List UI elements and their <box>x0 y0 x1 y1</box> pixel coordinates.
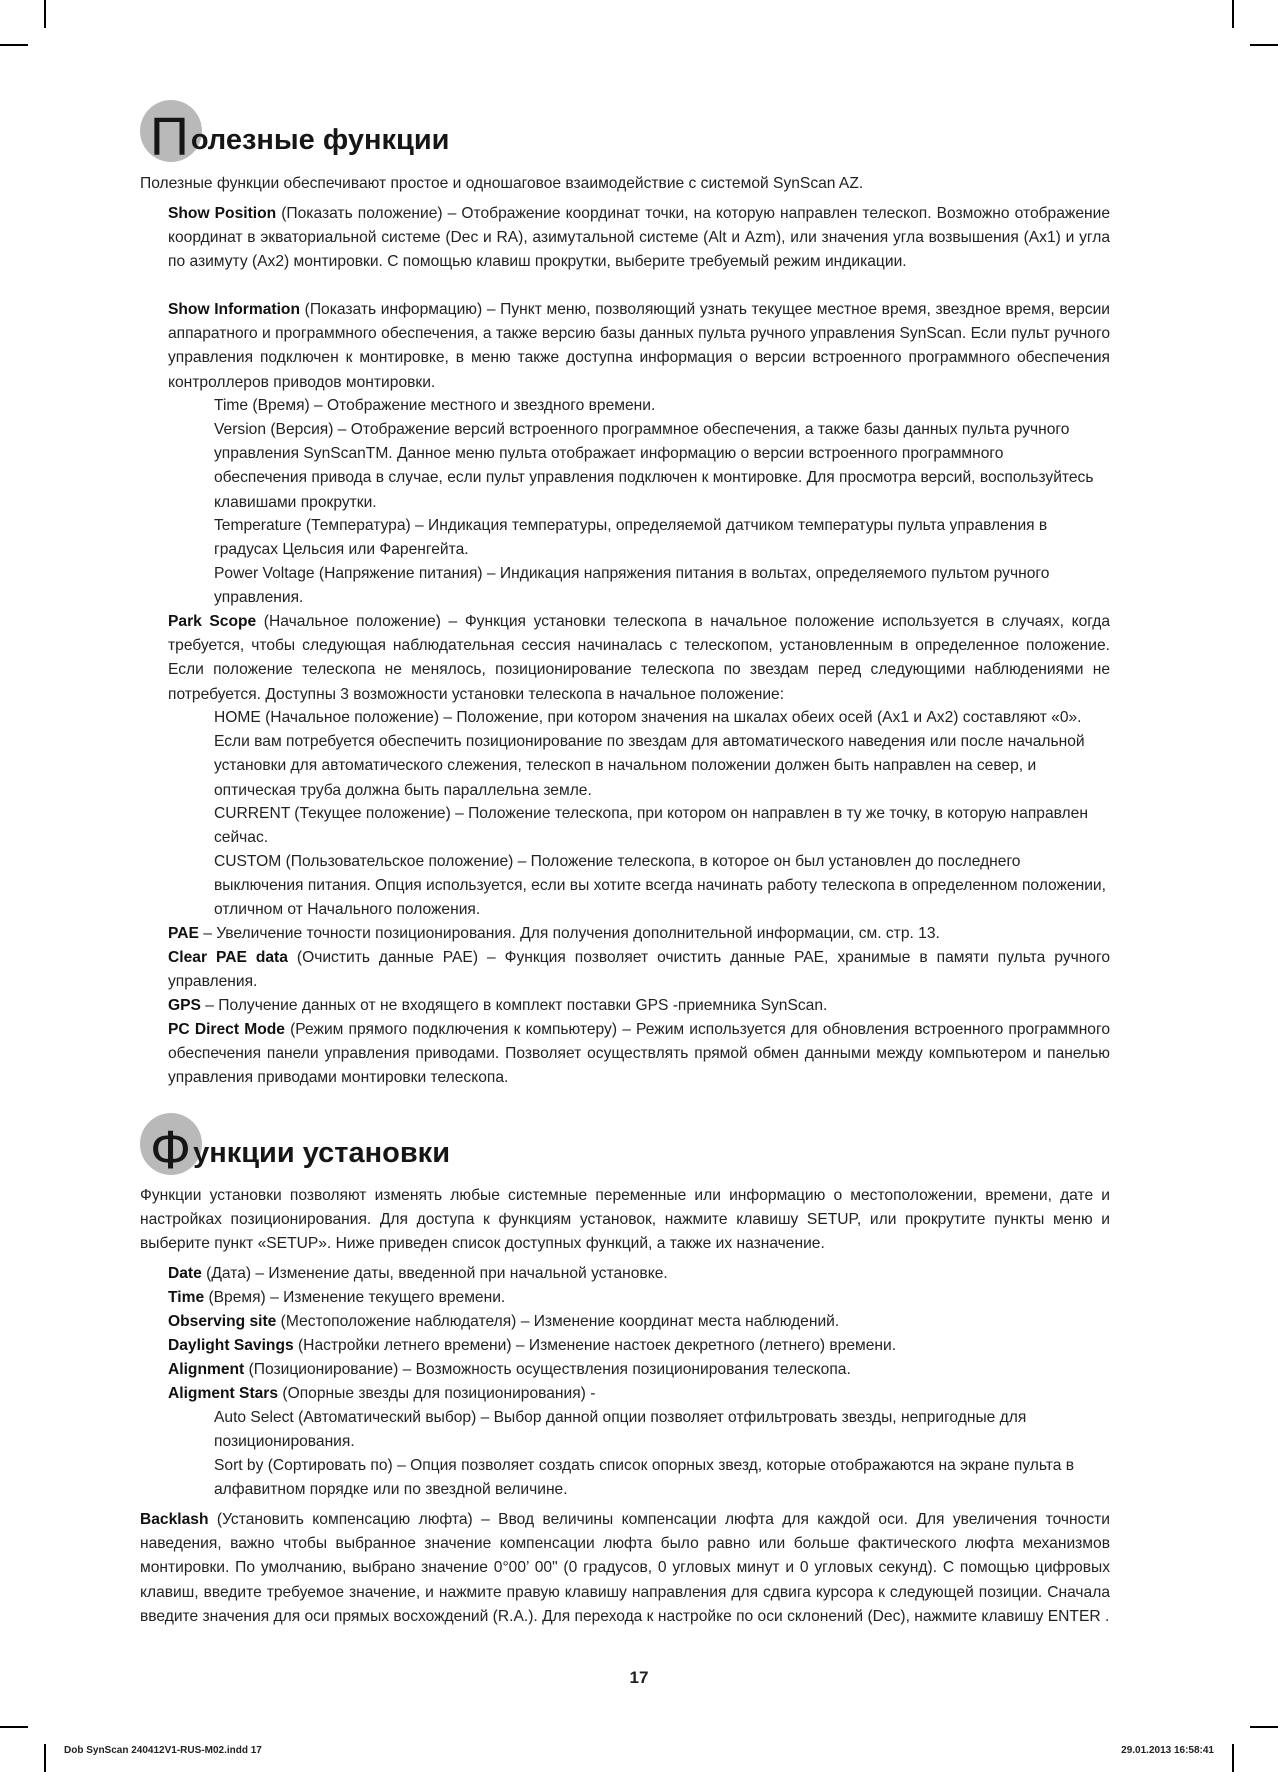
subitem-auto-select: Auto Select (Автоматический выбор) – Выбор данной опции позволяет отфильтровать звезды, непригодные для позиционирования. <box>214 1409 1027 1451</box>
item-pae <box>168 922 1110 946</box>
subitem-power-voltage: Power Voltage (Напряжение питания) – Индикация напряжения питания в вольтах, определяемого пультом ручного управления. <box>214 565 1050 607</box>
term: Show Position <box>168 205 277 222</box>
term: Observing site <box>168 1313 277 1330</box>
description: (Показать информацию) – Пункт меню, позволяющий узнать текущее местное время, звездное время, версии аппаратного и программного обеспечения, а также версию базы данных пульта ручного управления SynScan. Если пульт ручного управления подключен к монтировке, в меню также доступна информация о версии встроенного программного обеспечения контроллеров приводов монтировки. <box>168 301 1110 391</box>
term: Daylight Savings <box>168 1337 294 1354</box>
footer-timestamp: 29.01.2013 16:58:41 <box>1121 1745 1214 1756</box>
item-clear-pae-data <box>168 946 1110 994</box>
term: Clear PAE data <box>168 949 288 966</box>
section-heading-setup-functions <box>140 1113 450 1179</box>
section-heading-useful-functions <box>140 100 450 166</box>
subitem-time: Time (Время) – Отображение местного и звездного времени. <box>214 397 656 414</box>
item-pc-direct-mode <box>168 1018 1110 1091</box>
description: – Получение данных от не входящего в комплект поставки GPS -приемника SynScan. <box>200 997 828 1014</box>
item-observing-site <box>168 1310 1110 1334</box>
description: (Время) – Изменение текущего времени. <box>204 1289 506 1306</box>
item-alignment <box>168 1358 1110 1382</box>
subitem-temperature: Temperature (Температура) – Индикация температуры, определяемой датчиком температуры пульта управления в градусах Цельсия или Фаренгейта. <box>214 517 1048 559</box>
item-backlash <box>140 1508 1110 1629</box>
description: (Установить компенсацию люфта) – Ввод величины компенсации люфта для каждой оси. Для увеличения точности наведения, важно чтобы выбранное значение компенсации люфта было равно или больше фактического люфта механизмов монтировки. По умолчанию, выбрано значение 0°00’ 00" (0 градусов, 0 угловых минут и 0 угловых секунд). С помощью цифровых клавиш, введите требуемое значение, и нажмите правую клавишу направления для сдвига курсора к следующей позиции. Сначала введите значения для оси прямых восхождений (R.A.). Для перехода к настройке по оси склонений (Dec), нажмите клавишу ENTER . <box>140 1511 1110 1625</box>
description: (Местоположение наблюдателя) – Изменение координат места наблюдений. <box>276 1313 840 1330</box>
section1-intro: Полезные функции обеспечивают простое и одношаговое взаимодействие с системой SynScan AZ. <box>140 175 864 192</box>
term: PAE <box>168 925 199 942</box>
heading-initial: Ф <box>150 1120 192 1180</box>
term: Date <box>168 1265 202 1282</box>
term: Park Scope <box>168 613 257 630</box>
heading-text: олезные функции <box>190 124 450 156</box>
description: (Опорные звезды для позиционирования) - <box>278 1385 596 1402</box>
heading-text: ункции установки <box>193 1137 451 1169</box>
term: Aligment Stars <box>168 1385 279 1402</box>
description: (Позиционирование) – Возможность осуществления позиционирования телескопа. <box>244 1361 851 1378</box>
term: Time <box>168 1289 205 1306</box>
item-date <box>168 1262 1110 1286</box>
section2-intro: Функции установки позволяют изменять любые системные переменные или информацию о местоположении, времени, дате и настройках позиционирования. Для доступа к функциям установок, нажмите клавишу SETUP, или прокрутите пункты меню и выберите пункт «SETUP». Ниже приведен список доступных функций, а также их назначение. <box>140 1187 1110 1253</box>
item-gps <box>168 994 1110 1018</box>
item-show-information <box>168 298 1110 395</box>
subitem-home: HOME (Начальное положение) – Положение, при котором значения на шкалах обеих осей (Ax1 и Ax2) составляют «0». Если вам потребуется обеспечить позиционирование по звездам для автоматического наведения или после начальной установки для автоматического слежения, телескоп в начальном положении должен быть направлен на север, и оптическая труба должна быть параллельна земле. <box>214 709 1085 799</box>
description: (Показать положение) – Отображение координат точки, на которую направлен телескоп. Возможно отображение координат в экваториальной системе (Dec и RA), азимутальной системе (Alt и Azm), или значения угла возвышения (Ax1) и угла по азимуту (Ax2) монтировки. С помощью клавиш прокрутки, выберите требуемый режим индикации. <box>168 205 1110 271</box>
item-time <box>168 1286 1110 1310</box>
heading-initial: П <box>150 107 189 167</box>
item-aligment-stars <box>168 1382 1110 1406</box>
description: (Режим прямого подключения к компьютеру) – Режим используется для обновления встроенного программного обеспечения панели управления приводами. Позволяет осуществлять прямой обмен данными между компьютером и панелью управления приводами монтировки телескопа. <box>168 1021 1110 1087</box>
item-show-position <box>168 202 1110 275</box>
item-daylight-savings <box>168 1334 1110 1358</box>
description: (Настройки летнего времени) – Изменение настоек декретного (летнего) времени. <box>293 1337 897 1354</box>
description: (Дата) – Изменение даты, введенной при начальной установке. <box>201 1265 668 1282</box>
item-park-scope <box>168 610 1110 707</box>
term: PC Direct Mode <box>168 1021 285 1038</box>
term: GPS <box>168 997 201 1014</box>
term: Show Information <box>168 301 300 318</box>
subitem-sort-by: Sort by (Сортировать по) – Опция позволяет создать список опорных звезд, которые отображаются на экране пульта в алфавитном порядке или по звездной величине. <box>214 1457 1074 1499</box>
subitem-custom: CUSTOM (Пользовательское положение) – Положение телескопа, в которое он был установлен до последнего выключения питания. Опция используется, если вы хотите всегда начинать работу телескопа в определенном положении, отличном от Начального положения. <box>214 853 1106 919</box>
description: – Увеличение точности позиционирования. Для получения дополнительной информации, см. стр. 13. <box>198 925 940 942</box>
subitem-current: CURRENT (Текущее положение) – Положение телескопа, при котором он направлен в ту же точку, в которую направлен сейчас. <box>214 805 1088 847</box>
description: (Очистить данные PAE) – Функция позволяет очистить данные PAE, хранимые в памяти пульта ручного управления. <box>168 949 1110 991</box>
subitem-version: Version (Версия) – Отображение версий встроенного программное обеспечения, а также базы данных пульта ручного управления SynScanTM. Данное меню пульта отображает информацию о версии встроенного программного обеспечения привода в случае, если пульт управления подключен к монтировке. Для просмотра версий, воспользуйтесь клавишами прокрутки. <box>214 421 1094 511</box>
term: Backlash <box>140 1511 209 1528</box>
description: (Начальное положение) – Функция установки телескопа в начальное положение используется в случаях, когда требуется, чтобы следующая наблюдательная сессия начиналась с телескопом, установленным в определенное положение. Если положение телескопа не менялось, позиционирование телескопа по звездам перед следующими наблюдениями не потребуется. Доступны 3 возможности установки телескопа в начальное положение: <box>168 613 1110 703</box>
footer-file-info: Dob SynScan 240412V1-RUS-M02.indd 17 <box>64 1745 262 1756</box>
term: Alignment <box>168 1361 245 1378</box>
page-number: 17 <box>629 1668 649 1687</box>
